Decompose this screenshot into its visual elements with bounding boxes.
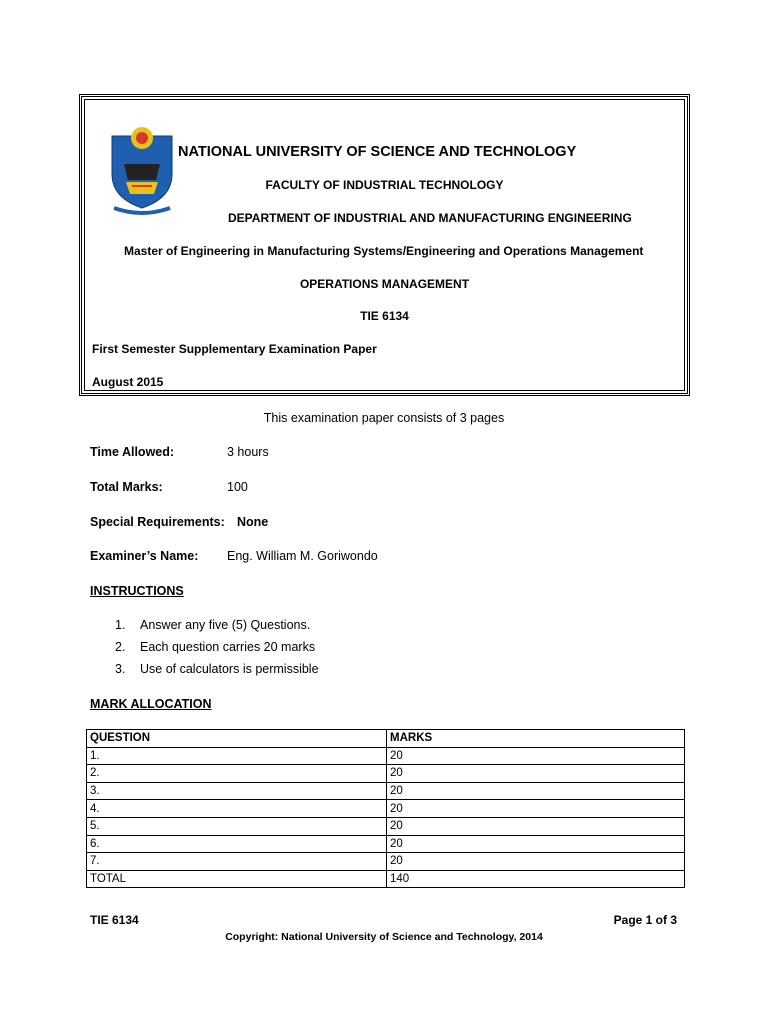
list-item-number: 2. — [115, 640, 126, 654]
faculty-name: FACULTY OF INDUSTRIAL TECHNOLOGY — [265, 178, 504, 192]
instructions-heading: INSTRUCTIONS — [90, 584, 184, 598]
marks-cell: 20 — [387, 853, 685, 871]
programme-name: Master of Engineering in Manufacturing Systems/Engineering and Operations Management — [124, 244, 644, 258]
marks-cell: 20 — [387, 835, 685, 853]
marks-cell: 20 — [387, 782, 685, 800]
time-allowed-label: Time Allowed: — [90, 445, 175, 459]
mark-allocation-heading: MARK ALLOCATION — [90, 697, 212, 711]
total-marks-value: 100 — [227, 480, 248, 494]
table-row — [87, 782, 685, 800]
footer-copyright: Copyright: National University of Science and Technology, 2014 — [225, 931, 543, 943]
table-row — [87, 800, 685, 818]
list-item-number: 1. — [115, 618, 126, 632]
list-item-number: 3. — [115, 662, 126, 676]
list-item — [115, 640, 319, 662]
exam-header-inner — [84, 99, 685, 391]
list-item — [115, 662, 319, 684]
department-name: DEPARTMENT OF INDUSTRIAL AND MANUFACTURING ENGINEERING — [228, 211, 632, 225]
footer-page-number: Page 1 of 3 — [613, 913, 677, 927]
marks-cell: 20 — [387, 765, 685, 783]
examiner-name-label: Examiner’s Name: — [90, 549, 199, 563]
course-code: TIE 6134 — [360, 309, 409, 323]
table-header-row — [87, 730, 685, 748]
marks-cell: 20 — [387, 747, 685, 765]
table-row — [87, 747, 685, 765]
total-marks-label: Total Marks: — [90, 480, 163, 494]
marks-cell: 20 — [387, 800, 685, 818]
column-header-question: QUESTION — [87, 730, 387, 748]
question-cell: 6. — [87, 835, 387, 853]
special-requirements-label: Special Requirements: — [90, 515, 225, 529]
special-requirements-value: None — [237, 515, 269, 529]
question-cell: 5. — [87, 817, 387, 835]
question-cell: 1. — [87, 747, 387, 765]
time-allowed-value: 3 hours — [227, 445, 269, 459]
exam-header-box — [79, 94, 690, 396]
list-item — [115, 618, 319, 640]
question-cell: 7. — [87, 853, 387, 871]
total-marks-cell: 140 — [387, 870, 685, 888]
list-item-text: Use of calculators is permissible — [140, 662, 319, 676]
table-row-total — [87, 870, 685, 888]
table-row — [87, 835, 685, 853]
exam-date: August 2015 — [92, 375, 164, 389]
table-row — [87, 853, 685, 871]
instructions-list — [115, 618, 319, 684]
list-item-text: Answer any five (5) Questions. — [140, 618, 311, 632]
course-name: OPERATIONS MANAGEMENT — [299, 277, 470, 291]
examiner-name-value: Eng. William M. Goriwondo — [227, 549, 378, 563]
mark-allocation-table — [86, 729, 685, 888]
page-count-note: This examination paper consists of 3 pages — [263, 411, 505, 425]
university-crest-logo — [110, 124, 174, 216]
exam-type: First Semester Supplementary Examination Paper — [92, 342, 377, 356]
university-name: NATIONAL UNIVERSITY OF SCIENCE AND TECHNOLOGY — [178, 144, 577, 160]
marks-cell: 20 — [387, 817, 685, 835]
total-label-cell: TOTAL — [87, 870, 387, 888]
table-row — [87, 765, 685, 783]
table-row — [87, 817, 685, 835]
question-cell: 2. — [87, 765, 387, 783]
footer-course-code: TIE 6134 — [90, 913, 139, 927]
list-item-text: Each question carries 20 marks — [140, 640, 316, 654]
column-header-marks: MARKS — [387, 730, 685, 748]
question-cell: 4. — [87, 800, 387, 818]
question-cell: 3. — [87, 782, 387, 800]
